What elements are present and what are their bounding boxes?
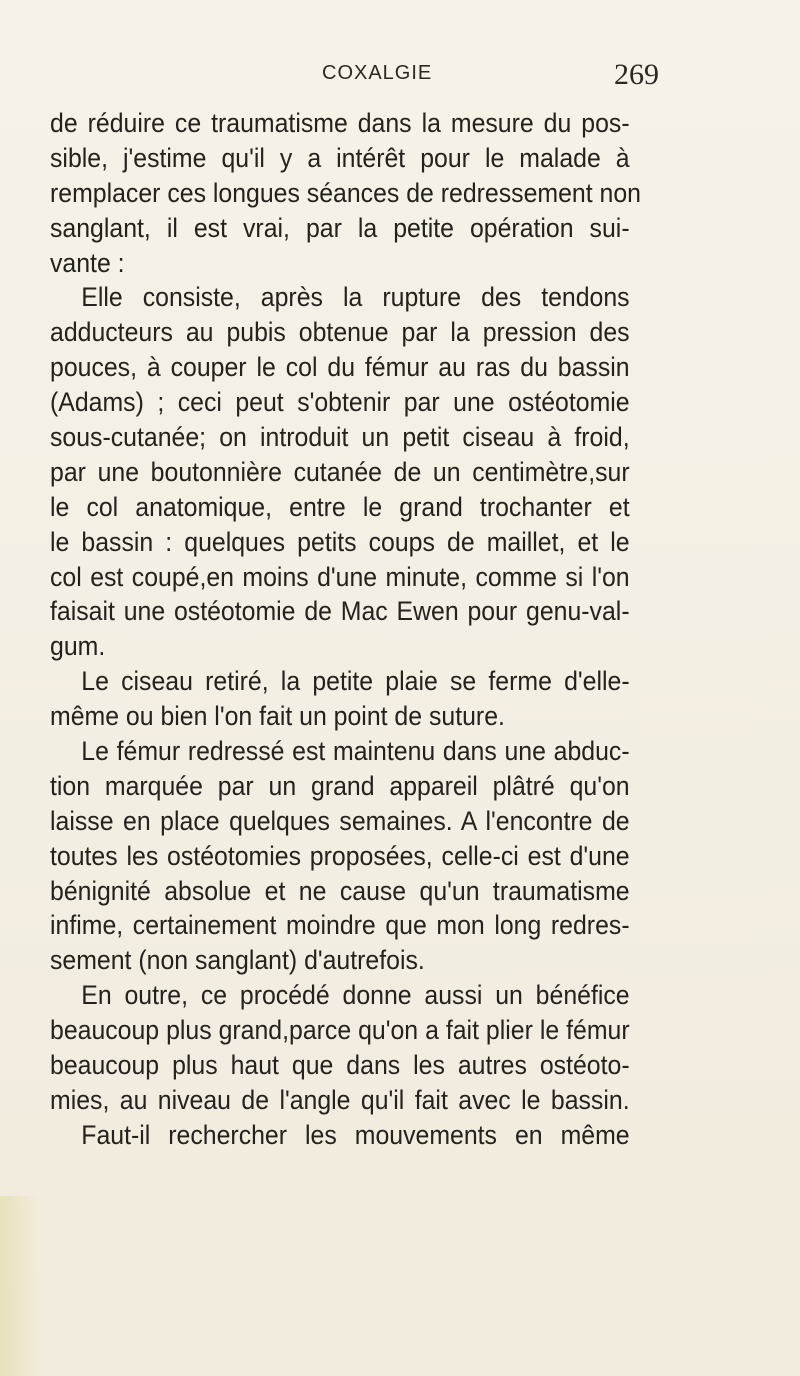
- text-line: Le fémur redressé est maintenu dans une abduc-: [81, 736, 630, 767]
- text-line: sible, j'estime qu'il y a intérêt pour le malade à: [50, 142, 630, 173]
- text-line: adducteurs au pubis obtenue par la pression des: [50, 317, 630, 348]
- running-title: COXALGIE: [322, 62, 433, 84]
- page-number: 269: [614, 58, 659, 91]
- text-line: Elle consiste, après la rupture des tendons: [81, 282, 630, 313]
- text-line: Faut-il rechercher les mouvements en même: [81, 1119, 630, 1150]
- text-line: toutes les ostéotomies proposées, celle-ci est d'une: [50, 840, 630, 871]
- text-line: le bassin : quelques petits coups de maillet, et le: [50, 526, 630, 557]
- text-line: tion marquée par un grand appareil plâtré qu'on: [50, 770, 630, 801]
- text-line: beaucoup plus haut que dans les autres ostéoto-: [50, 1050, 630, 1081]
- body-text: [50, 106, 680, 1153]
- text-line: gum.: [50, 631, 106, 662]
- text-line: Le ciseau retiré, la petite plaie se ferme d'elle-: [81, 666, 630, 697]
- text-line: beaucoup plus grand,parce qu'on a fait plier le fémur: [50, 1015, 630, 1046]
- text-line: remplacer ces longues séances de redressement non: [50, 177, 641, 208]
- page-header: [0, 58, 800, 94]
- text-line: infime, certainement moindre que mon long redres-: [50, 910, 630, 941]
- text-line: sement (non sanglant) d'autrefois.: [50, 945, 425, 976]
- text-line: de réduire ce traumatisme dans la mesure du pos-: [50, 108, 630, 138]
- text-line: bénignité absolue et ne cause qu'un traumatisme: [50, 875, 630, 906]
- text-line: laisse en place quelques semaines. A l'encontre de: [50, 805, 630, 836]
- text-line: col est coupé,en moins d'une minute, comme si l'on: [50, 561, 630, 592]
- text-line: faisait une ostéotomie de Mac Ewen pour genu-val-: [50, 596, 630, 627]
- text-line: le col anatomique, entre le grand trochanter et: [50, 491, 630, 522]
- text-line: sous-cutanée; on introduit un petit ciseau à froid,: [50, 422, 630, 453]
- text-line: vante :: [50, 247, 125, 278]
- text-line: par une boutonnière cutanée de un centimètre,sur: [50, 456, 630, 487]
- text-line: sanglant, il est vrai, par la petite opération sui-: [50, 212, 630, 243]
- text-line: mies, au niveau de l'angle qu'il fait avec le bassin.: [50, 1084, 630, 1115]
- text-line: En outre, ce procédé donne aussi un bénéfice: [81, 980, 630, 1011]
- text-line: même ou bien l'on fait un point de suture.: [50, 701, 505, 732]
- paper-stain: [0, 1196, 40, 1376]
- text-line: (Adams) ; ceci peut s'obtenir par une ostéotomie: [50, 387, 630, 418]
- text-line: pouces, à couper le col du fémur au ras du bassin: [50, 352, 630, 383]
